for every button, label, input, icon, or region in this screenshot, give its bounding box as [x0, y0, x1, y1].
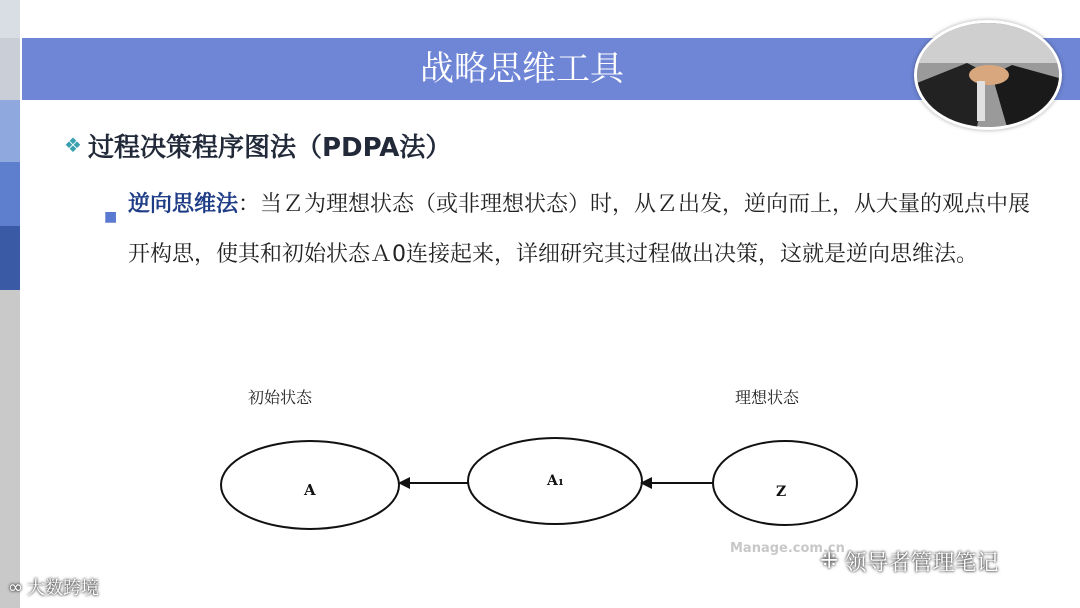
- body-paragraph: [104, 180, 1034, 280]
- footer-right-account: [820, 546, 998, 577]
- paragraph-text: ：当Ｚ为理想状态（或非理想状态）时，从Ｚ出发，逆向而上，从大量的观点中展开构思，使其和初始状态Ａ0连接起来，详细研究其过程做出决策，这就是逆向思维法。: [128, 192, 1031, 267]
- node-z-label: Z: [776, 484, 787, 500]
- slide-title: 战略思维工具: [420, 49, 624, 89]
- side-strip-6: [0, 290, 20, 608]
- side-strip-2: [0, 38, 20, 100]
- footer-right-text: 领导者管理笔记: [844, 551, 999, 576]
- node-ideal-ellipse: [713, 441, 857, 525]
- wechat-icon: ⁜: [820, 549, 839, 574]
- side-strip-1: [0, 0, 20, 38]
- square-bullet-icon: ■: [104, 209, 118, 225]
- pdpc-diagram: [200, 365, 880, 565]
- side-strip-4: [0, 162, 20, 226]
- side-strip-5: [0, 226, 20, 290]
- side-strip-3: [0, 100, 20, 162]
- footer-left-logo: [8, 574, 99, 600]
- label-initial-state: 初始状态: [248, 388, 313, 407]
- handshake-image-icon: [917, 23, 1059, 127]
- node-a1-label: A₁: [547, 473, 564, 489]
- diamond-bullet-icon: ❖: [64, 133, 82, 157]
- heading-text: 过程决策程序图法（PDPA法）: [87, 132, 452, 163]
- footer-left-text: 大数跨境: [27, 578, 99, 599]
- term-reverse-thinking: 逆向思维法: [128, 192, 239, 217]
- paragraph-body: [128, 180, 1034, 280]
- node-a-label: A: [304, 481, 316, 499]
- watermark-text: Manage.com.cn: [730, 541, 845, 556]
- section-heading: [64, 126, 451, 164]
- handshake-photo: [914, 20, 1062, 130]
- label-ideal-state: 理想状态: [735, 388, 800, 407]
- brand-logo-icon: ∞: [8, 576, 23, 598]
